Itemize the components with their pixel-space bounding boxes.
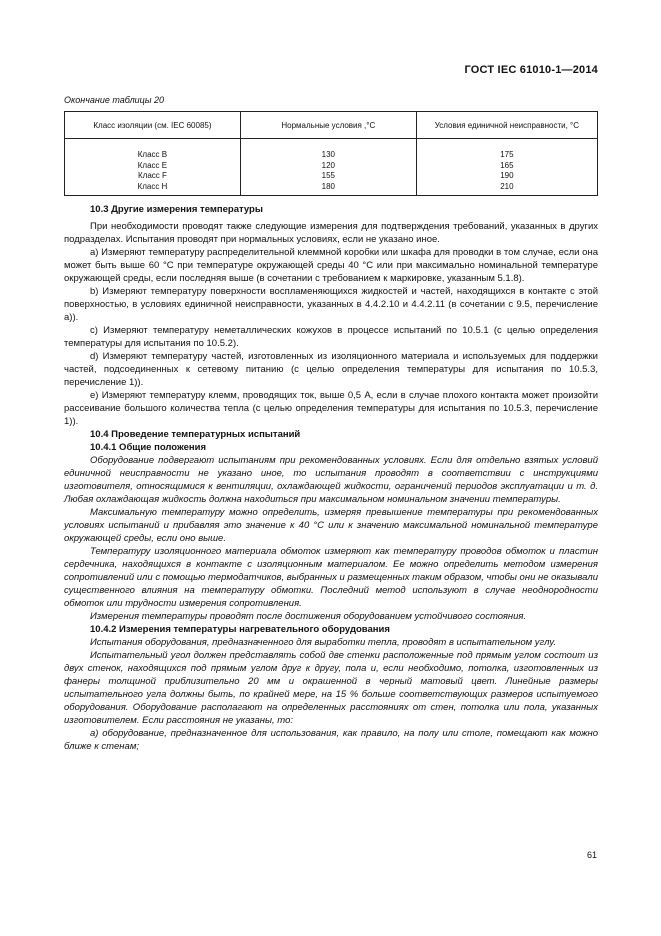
- table-cell: Класс В: [65, 139, 241, 161]
- list-item: а) Измеряют температуру распределительной клеммной коробки или шкафа для проводки в том случае, если она может быть выше 60 °С при температуре окружающей среды 40 °С или при максимально номинальной температуре окружающей среды, если последняя выше (в сочетании с требованием к маркировке, указанным 5.1.8).: [64, 247, 598, 284]
- column-header: Условия единичной неисправности, °С: [416, 112, 597, 139]
- paragraph: Температуру изоляционного материала обмоток измеряют как температуру проводов обмоток и пластин сердечника, находящихся в контакте с изоляционным материалом. Ее можно определить методом измерения сопротивлений или с помощью термодатчиков, выбранных и размещенных таким образом, чтобы они не оказывали существенного влияния на температуру обмотки. Последний метод используют в случае неоднородности обмоток или трудности измерения сопротивления.: [64, 546, 598, 609]
- section-heading: 10.3 Другие измерения температуры: [90, 204, 263, 215]
- column-header: Класс изоляции (см. IEC 60085): [65, 112, 241, 139]
- list-item: c) Измеряют температуру неметаллических кожухов в процессе испытаний по 10.5.1 (с целью определения температуры для испытания по 10.5.2).: [64, 325, 598, 349]
- table-row: [65, 182, 598, 196]
- table-cell: 210: [416, 182, 597, 196]
- table-cell: Класс Н: [65, 182, 241, 196]
- paragraph: Испытательный угол должен представлять собой две стенки расположенные под прямым углом состоит из двух стенок, находящихся под прямым углом друг к другу, пола и, если необходимо, потолка, изготовленных из фанеры толщиной приблизительно 20 мм и окрашенной в черный матовый цвет. Линейные размеры испытательного угла должны быть, по крайней мере, на 15 % больше соответствующих размеров испытуемого оборудования. Оборудование располагают на определенных расстояниях от стен, потолка или пола, указанных изготовителем. Если расстояния не указаны, то:: [64, 650, 598, 726]
- paragraph: Испытания оборудования, предназначенного для выработки тепла, проводят в испытательном углу.: [90, 637, 557, 648]
- table-row: [65, 139, 598, 161]
- table-row: [65, 161, 598, 172]
- table-cell: 155: [240, 171, 416, 182]
- document-body: [64, 203, 598, 753]
- insulation-class-table: [64, 111, 598, 196]
- table-caption: Окончание таблицы 20: [64, 95, 164, 105]
- paragraph: При необходимости проводят также следующие измерения для подтверждения требований, указанных в других подразделах. Испытания проводят при нормальных условиях, если не указано иное.: [64, 221, 598, 245]
- subsection-heading: 10.4.2 Измерения температуры нагревательного оборудования: [90, 624, 390, 635]
- table-cell: 180: [240, 182, 416, 196]
- list-item: d) Измеряют температуру частей, изготовленных из изоляционного материала и используемых для поддержки частей, подсоединенных к сетевому питанию (с целью определения температуры для испытания по 10.5.3, перечисление 1)).: [64, 351, 598, 388]
- table-cell: 175: [416, 139, 597, 161]
- section-heading: 10.4 Проведение температурных испытаний: [90, 429, 301, 440]
- list-item: b) Измеряют температуру поверхности воспламеняющихся жидкостей и частей, находящихся в контакте с этой поверхностью, в условиях единичной неисправности, указанных в 4.4.2.10 и 4.4.2.11 (в сочетании с 9.5, перечисление а)).: [64, 286, 598, 323]
- table-cell: Класс F: [65, 171, 241, 182]
- table-cell: 120: [240, 161, 416, 172]
- page-number: 61: [586, 850, 597, 860]
- subsection-heading: 10.4.1 Общие положения: [90, 442, 206, 453]
- table-cell: 190: [416, 171, 597, 182]
- table-cell: 165: [416, 161, 597, 172]
- list-item: е) Измеряют температуру клемм, проводящих ток, выше 0,5 А, если в случае плохого контакта может произойти рассеивание большого количества тепла (с целью определения температуры для испытания по 10.5.3, перечисление 1)).: [64, 390, 598, 427]
- table-cell: Класс Е: [65, 161, 241, 172]
- list-item: а) оборудование, предназначенное для использования, как правило, на полу или столе, помещают как можно ближе к стенам;: [64, 728, 598, 752]
- table-header-row: [65, 112, 598, 139]
- paragraph: Измерения температуры проводят после достижения оборудованием устойчивого состояния.: [90, 611, 527, 622]
- paragraph: Оборудование подвергают испытаниям при рекомендованных условиях. Если для отдельно взятых условий единичной неисправности не указано иное, то испытания проводят в соответствии с инструкциями изготовителя, относящимися к вентиляции, охлаждающей жидкости, ограничений периодов эксплуатации и т. д. Любая охлаждающая жидкость должна находиться при максимальном номинальном значении температуры.: [64, 455, 598, 505]
- standard-number: ГОСТ IEC 61010-1—2014: [464, 64, 598, 76]
- table-row: [65, 171, 598, 182]
- table-cell: 130: [240, 139, 416, 161]
- paragraph: Максимальную температуру можно определить, измеряя превышение температуры при рекомендованных условиях испытаний и прибавляя это значение к 40 °С или к значению максимальной номинальной температуре окружающей среды, если оно выше.: [64, 507, 598, 544]
- column-header: Нормальные условия ,°С: [240, 112, 416, 139]
